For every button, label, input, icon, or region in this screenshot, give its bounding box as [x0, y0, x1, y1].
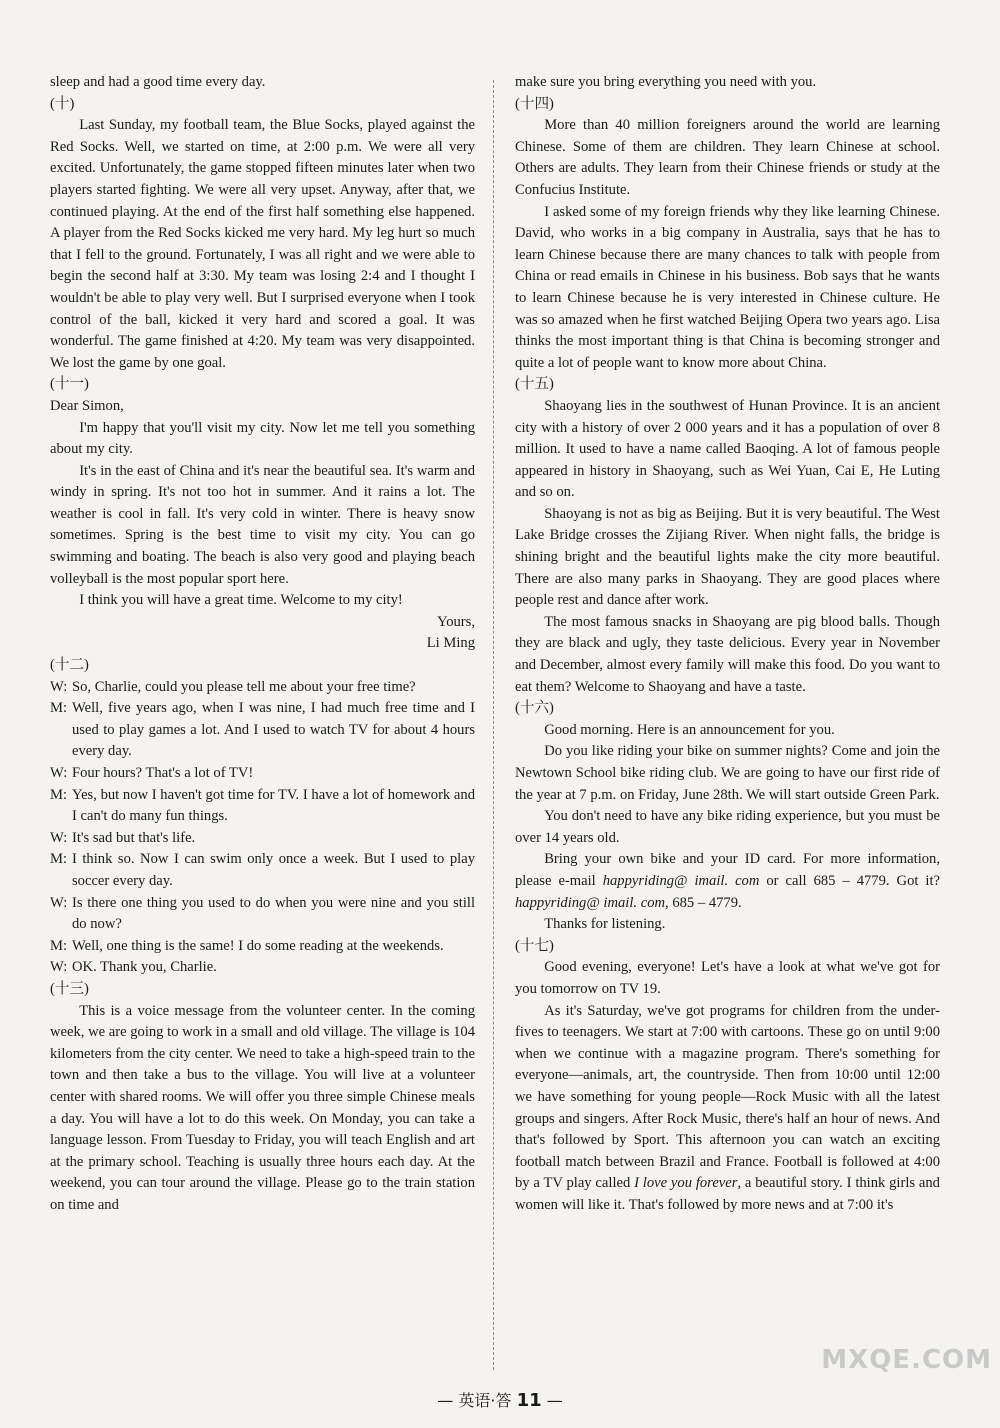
dialogue-text: OK. Thank you, Charlie. [72, 959, 217, 976]
dialogue-text: I think so. Now I can swim only once a week. But I used to play soccer every day. [72, 851, 475, 889]
dialogue-text: Well, one thing is the same! I do some reading at the weekends. [72, 937, 444, 954]
letter-paragraph-1: I'm happy that you'll visit my city. Now let me tell you something about my city. [50, 419, 475, 458]
speaker-label: M: [50, 851, 68, 868]
column-divider [493, 80, 494, 1370]
speaker-label: M: [50, 937, 68, 954]
dialogue-line [50, 785, 475, 828]
footer-subject: 英语 [458, 1391, 491, 1410]
text-run: , a beautiful story. I think girls and women will like it. That's followed by more news and at 7:00 it's [515, 1175, 940, 1213]
dialogue-line [50, 677, 475, 699]
section-14-paragraph-2: I asked some of my foreign friends why they like learning Chinese. David, who works in a big company in Australia, says that he has to learn Chinese because there are many chances to talk with people from China or read emails in Chinese in his business. Bob says that he wants to learn Chinese because he is very interested in Chinese culture. He was so amazed when he first watched Beijing Opera two years ago. Lisa thinks the most important thing is that China is becoming stronger and quite a lot of people want to know more about China. [515, 203, 940, 371]
dialogue-line [50, 698, 475, 763]
section-label-15: (十五) [515, 376, 554, 393]
section-15-paragraph-1: Shaoyang lies in the southwest of Hunan Province. It is an ancient city with a history of over 2 000 years and it has a population of over 8 million. It used to have a name called Baoqing. A lot of famous people appeared in history in Shaoyang, such as Wei Yuan, Cai E, He Luting and so on. [515, 397, 940, 501]
email-address: happyriding@ imail. com [602, 872, 760, 889]
speaker-label: M: [50, 700, 68, 717]
letter-signature: Li Ming [426, 635, 475, 652]
section-label-14: (十四) [515, 95, 554, 112]
letter-paragraph-3: I think you will have a great time. Welcome to my city! [79, 592, 403, 609]
footer-dash: — [546, 1391, 563, 1410]
page-footer [0, 1388, 1000, 1411]
dialogue-text: So, Charlie, could you please tell me about your free time? [72, 678, 416, 695]
section-label-17: (十七) [515, 937, 554, 954]
speaker-label: W: [50, 829, 68, 846]
continued-line: sleep and had a good time every day. [50, 74, 266, 90]
section-10-text: Last Sunday, my football team, the Blue Socks, played against the Red Socks. Well, we started on time, at 2:00 p.m. We were all very excited. Unfortunately, the game stopped fifteen minutes later when two players started fighting. We were all very upset. Anyway, after that, we continued playing. At the end of the first half something else happened. A player from the Red Socks kicked me very hard. My leg hurt so much that I fell to the ground. Fortunately, I was all right and we were able to begin the second half at 3:30. My team was losing 2:4 and I thought I wouldn't be able to play very well. But I surprised everyone when I took control of the ball, kicked it very hard and scored a goal. It was wonderful. The game finished at 4:20. My team was very disappointed. We lost the game by one goal. [50, 117, 475, 371]
dialogue-line [50, 893, 475, 936]
letter-paragraph-2: It's in the east of China and it's near the beautiful sea. It's warm and windy in spring. It's not too hot in summer. And it rains a lot. The weather is cool in fall. It's very cold in winter. There is heavy snow sometimes. Spring is the best time to visit my city. You can go swimming and boating. The beach is also very good and playing beach volleyball is the most popular sport here. [50, 462, 475, 587]
speaker-label: W: [50, 959, 68, 976]
dialogue-text: It's sad but that's life. [72, 829, 196, 846]
section-16-paragraph-4 [515, 849, 940, 914]
section-13-text: This is a voice message from the volunteer center. In the coming week, we are going to work in a small and old village. The village is 104 kilometers from the city center. We need to take a high-speed train to the town and then take a bus to the village. You will live at a volunteer center with shared rooms. We will offer you three simple Chinese meals a day. You will have a lot to do this week. On Monday, you can take a language lesson. From Tuesday to Friday, you will teach English and art at the primary school. Teaching is usually three hours each day. At the weekend, you can tour around the village. Please go to the train station on time and [50, 1002, 475, 1213]
text-run: , 685 – 4779. [665, 894, 742, 911]
speaker-label: W: [50, 765, 68, 781]
section-15-paragraph-2: Shaoyang is not as big as Beijing. But it is very beautiful. The West Lake Bridge crosses the Zijiang River. When night falls, the bridge is shining bright and the beautiful lights make the city more beautiful. There are also many parks in Shaoyang. They are good places where people rest and dance after work. [515, 505, 940, 609]
watermark-logo: MXQE.COM [821, 1345, 992, 1375]
continued-line: make sure you bring everything you need with you. [515, 74, 817, 90]
dialogue-text: Four hours? That's a lot of TV! [72, 765, 254, 781]
section-label-13: (十三) [50, 980, 89, 997]
footer-dash: — [437, 1391, 454, 1410]
dialogue-line [50, 849, 475, 892]
section-16-paragraph-3: You don't need to have any bike riding experience, but you must be over 14 years old. [515, 808, 940, 846]
tv-play-title: I love you forever [634, 1175, 738, 1192]
dialogue-text: Yes, but now I haven't got time for TV. I have a lot of homework and I can't do many fun things. [72, 786, 475, 825]
section-16-paragraph-1: Good morning. Here is an announcement for you. [544, 721, 835, 738]
section-17-paragraph-2 [515, 1001, 940, 1217]
section-16-paragraph-5: Thanks for listening. [544, 916, 666, 933]
dialogue-line [50, 936, 475, 958]
text-run: or call 685 – 4779. Got it? [759, 872, 940, 889]
page-number: 11 [516, 1390, 542, 1411]
footer-dot: · [490, 1391, 496, 1410]
letter-greeting: Dear Simon, [50, 397, 124, 414]
right-column [515, 72, 940, 1216]
section-16-paragraph-2: Do you like riding your bike on summer nights? Come and join the Newtown School bike riding club. We are going to have our first ride of the year at 7 p.m. on Friday, June 28th. We will start outside Green Park. [515, 743, 940, 803]
dialogue-line [50, 828, 475, 850]
section-label-11: (十一) [50, 376, 89, 393]
section-label-10: (十) [50, 95, 75, 112]
speaker-label: W: [50, 894, 68, 911]
speaker-label: M: [50, 786, 68, 803]
text-run: As it's Saturday, we've got programs for children from the under-fives to teenagers. We start at 7:00 with cartoons. These go on until 9:00 when we continue with a magazine program. There's something for everyone—animals, art, the countryside. Then from 10:00 until 12:00 we have something for young people—Rock Music with all the latest groups and singers. After Rock Music, there's half an hour of news. And that's followed by Sport. This afternoon you can watch an exciting football match between Brazil and France. Football is followed at 4:00 by a TV play called [515, 1002, 940, 1192]
section-17-paragraph-1: Good evening, everyone! Let's have a look at what we've got for you tomorrow on TV 19. [515, 959, 940, 997]
section-15-paragraph-3: The most famous snacks in Shaoyang are pig blood balls. Though they are black and ugly, they taste delicious. Every year in November and December, almost every family will make this food. Do you want to eat them? Welcome to Shaoyang and have a taste. [515, 613, 940, 695]
text-run: Bring your own bike and your ID card. For more information, please e-mail [515, 851, 940, 889]
dialogue-line [50, 957, 475, 979]
section-label-12: (十二) [50, 657, 89, 674]
dialogue-text: Is there one thing you used to do when you were nine and you still do now? [72, 894, 475, 933]
dialogue-line [50, 763, 475, 785]
left-column [50, 72, 475, 1216]
footer-answer: 答 [495, 1391, 512, 1410]
dialogue-text: Well, five years ago, when I was nine, I had much free time and I used to play games a lot. And I used to watch TV for about 4 hours every day. [72, 700, 475, 760]
section-14-paragraph-1: More than 40 million foreigners around the world are learning Chinese. Some of them are children. They learn Chinese at school. Others are adults. They learn from their Chinese friends or study at the Confucius Institute. [515, 117, 940, 198]
email-address: happyriding@ imail. com [515, 894, 666, 911]
letter-closing: Yours, [437, 613, 475, 630]
speaker-label: W: [50, 678, 68, 695]
section-label-16: (十六) [515, 700, 554, 717]
